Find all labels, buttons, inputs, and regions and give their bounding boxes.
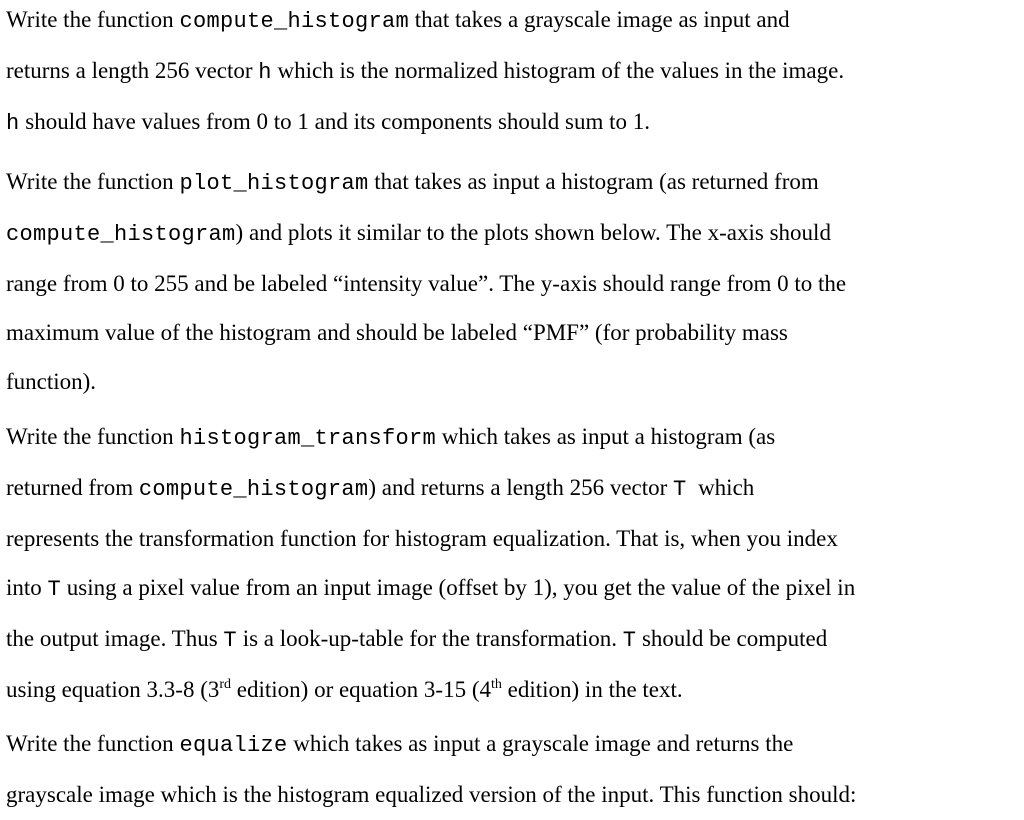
code-h: h <box>6 111 20 136</box>
text-run: that takes a grayscale image as input and <box>408 7 790 32</box>
text-run: which is the normalized histogram of the values in the image. <box>271 58 845 83</box>
text-line: represents the transformation function for histogram equalization. That is, when you index <box>6 526 838 551</box>
text-run: Write the function <box>6 424 180 449</box>
paragraph-equalize <box>6 719 1022 819</box>
text-line: function). <box>6 369 97 394</box>
text-run: ) and plots it similar to the plots shown below. The x-axis should <box>235 220 831 245</box>
code-equalize: equalize <box>179 733 288 758</box>
paragraph-histogram-transform <box>6 412 1022 714</box>
code-t: T <box>622 628 637 653</box>
text-line <box>6 665 1022 714</box>
code-t: T <box>47 577 62 602</box>
text-run: using equation 3.3-8 (3 <box>6 677 220 702</box>
text-line <box>6 463 1022 514</box>
code-t: T <box>673 477 687 502</box>
text-run: edition) in the text. <box>501 677 683 702</box>
text-run: that takes as input a histogram (as returned from <box>368 169 819 194</box>
text-run: returns a length 256 vector <box>6 58 259 83</box>
code-t: T <box>223 628 237 653</box>
code-compute-histogram: compute_histogram <box>138 477 369 502</box>
text-run: the output image. Thus <box>6 626 224 651</box>
code-compute-histogram: compute_histogram <box>6 222 236 247</box>
text-line <box>6 46 1022 97</box>
text-line <box>6 614 1022 665</box>
text-run: using a pixel value from an input image (offset by 1), you get the value of the pixel in <box>61 575 856 600</box>
text-run: which <box>686 475 755 500</box>
text-run: Write the function <box>6 169 180 194</box>
text-line <box>6 412 1022 463</box>
text-line <box>6 0 1022 46</box>
text-run: Write the function <box>6 7 180 32</box>
text-run: is a look-up-table for the transformation. <box>236 626 623 651</box>
text-line: grayscale image which is the histogram equalized version of the input. This function should: <box>6 782 857 807</box>
text-line <box>6 97 1022 148</box>
superscript-ordinal: rd <box>219 677 232 692</box>
text-run: should be computed <box>636 626 828 651</box>
code-h: h <box>258 60 272 85</box>
code-compute-histogram: compute_histogram <box>179 9 409 34</box>
text-line <box>6 719 1022 770</box>
superscript-ordinal: th <box>491 677 502 692</box>
text-run: should have values from 0 to 1 and its components should sum to 1. <box>19 109 651 134</box>
text-line: range from 0 to 255 and be labeled “intensity value”. The y-axis should range from 0 to the <box>6 271 847 296</box>
paragraph-plot-histogram <box>6 157 1022 406</box>
code-plot-histogram: plot_histogram <box>179 171 369 196</box>
text-run: Write the function <box>6 731 180 756</box>
text-run: which takes as input a histogram (as <box>435 424 776 449</box>
text-run: edition) or equation 3-15 (4 <box>231 677 491 702</box>
text-run: which takes as input a grayscale image and returns the <box>287 731 794 756</box>
text-line <box>6 563 1022 614</box>
text-run: into <box>6 575 48 600</box>
code-histogram-transform: histogram_transform <box>179 426 436 451</box>
text-run: returned from <box>6 475 139 500</box>
text-line <box>6 208 1022 259</box>
paragraph-compute-histogram <box>6 0 1022 148</box>
text-line: maximum value of the histogram and should be labeled “PMF” (for probability mass <box>6 320 788 345</box>
text-line <box>6 157 1022 208</box>
text-run: ) and returns a length 256 vector <box>368 475 674 500</box>
